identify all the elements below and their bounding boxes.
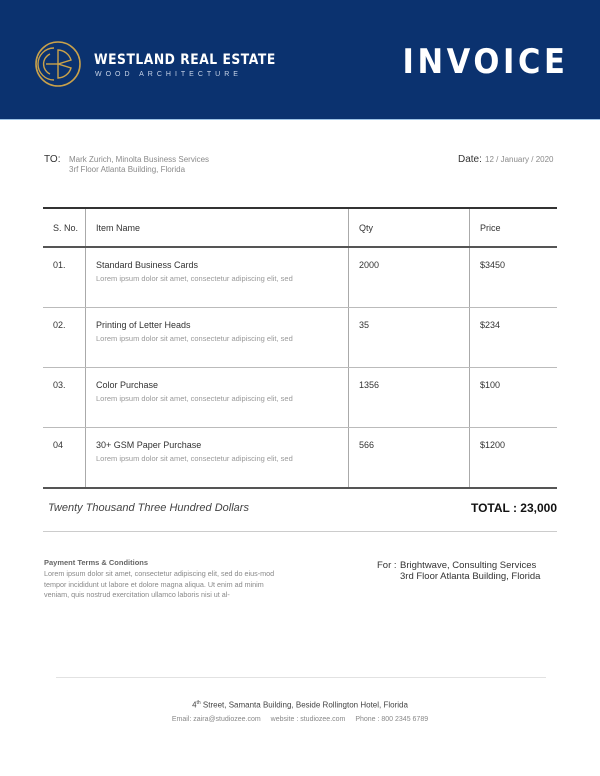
item-description: Lorem ipsum dolor sit amet, consectetur adipiscing elit, sed bbox=[96, 394, 293, 403]
cell-qty: 566 bbox=[349, 428, 470, 489]
item-description: Lorem ipsum dolor sit amet, consectetur adipiscing elit, sed bbox=[96, 334, 293, 343]
footer-address-number: 4 bbox=[192, 700, 197, 710]
date-label: Date: bbox=[458, 154, 482, 165]
footer-address-rest: Street, Samanta Building, Beside Rollington Hotel, Florida bbox=[200, 700, 408, 710]
cell-sno: 04 bbox=[43, 428, 86, 489]
item-name: 30+ GSM Paper Purchase bbox=[96, 440, 202, 450]
item-name: Printing of Letter Heads bbox=[96, 320, 191, 330]
payment-terms-title: Payment Terms & Conditions bbox=[44, 558, 149, 567]
cell-price: $3450 bbox=[470, 247, 558, 308]
cell-sno: 02. bbox=[43, 308, 86, 368]
table-row bbox=[43, 368, 557, 428]
cell-sno: 03. bbox=[43, 368, 86, 428]
bill-to-address bbox=[69, 155, 209, 175]
for-line-2: 3rd Floor Atlanta Building, Florida bbox=[400, 571, 541, 582]
cell-qty: 1356 bbox=[349, 368, 470, 428]
for-address bbox=[400, 560, 540, 582]
item-name: Color Purchase bbox=[96, 380, 159, 390]
for-label: For : bbox=[377, 560, 397, 571]
date-value: 12 / January / 2020 bbox=[485, 155, 554, 164]
cell-item bbox=[86, 368, 349, 428]
cell-price: $1200 bbox=[470, 428, 558, 489]
cell-qty: 35 bbox=[349, 308, 470, 368]
footer-website[interactable]: website : studiozee.com bbox=[270, 716, 346, 723]
payment-terms-body: Lorem ipsum dolor sit amet, consectetur adipiscing elit, sed do eius-mod tempor incididunt ut labore et dolore magna aliqua. Ut enim ad minim veniam, quis nostrud exercitation ullamco laboris nisi ut al- bbox=[44, 569, 275, 599]
footer-address bbox=[0, 700, 600, 710]
table-row bbox=[43, 247, 557, 308]
invoice-items-table bbox=[43, 207, 557, 489]
table-row bbox=[43, 428, 557, 489]
column-header-item-name: Item Name bbox=[86, 208, 349, 247]
column-header-sno: S. No. bbox=[43, 208, 86, 247]
total-amount: TOTAL : 23,000 bbox=[470, 501, 557, 515]
cell-sno: 01. bbox=[43, 247, 86, 308]
invoice-header bbox=[0, 0, 600, 120]
footer-address-ordinal: th bbox=[196, 700, 201, 706]
cell-price: $100 bbox=[470, 368, 558, 428]
column-header-price: Price bbox=[470, 208, 558, 247]
company-name: WESTLAND REAL ESTATE bbox=[94, 52, 276, 68]
item-description: Lorem ipsum dolor sit amet, consectetur adipiscing elit, sed bbox=[96, 454, 293, 463]
item-description: Lorem ipsum dolor sit amet, consectetur adipiscing elit, sed bbox=[96, 274, 293, 283]
bill-to-line-1: Mark Zurich, Minolta Business Services bbox=[69, 155, 210, 164]
cell-qty: 2000 bbox=[349, 247, 470, 308]
total-divider bbox=[43, 531, 557, 532]
column-header-qty: Qty bbox=[349, 208, 470, 247]
bill-to-line-2: 3rf Floor Atlanta Building, Florida bbox=[69, 165, 186, 174]
bill-to-label: TO: bbox=[44, 154, 61, 165]
for-line-1: Brightwave, Consulting Services bbox=[400, 560, 537, 571]
cell-item bbox=[86, 308, 349, 368]
table-row bbox=[43, 308, 557, 368]
cell-item bbox=[86, 428, 349, 489]
footer-email[interactable]: Email: zaira@studiozee.com bbox=[171, 716, 261, 723]
cell-price: $234 bbox=[470, 308, 558, 368]
footer-phone: Phone : 800 2345 6789 bbox=[355, 716, 429, 723]
document-title: INVOICE bbox=[402, 42, 569, 82]
item-name: Standard Business Cards bbox=[96, 260, 199, 270]
company-logo-icon bbox=[34, 40, 82, 88]
total-in-words: Twenty Thousand Three Hundred Dollars bbox=[48, 502, 249, 514]
table-header-row bbox=[43, 208, 557, 247]
cell-item bbox=[86, 247, 349, 308]
footer-contact bbox=[0, 716, 600, 723]
footer-divider bbox=[56, 677, 546, 678]
company-tagline: WOOD ARCHITECTURE bbox=[95, 71, 242, 78]
